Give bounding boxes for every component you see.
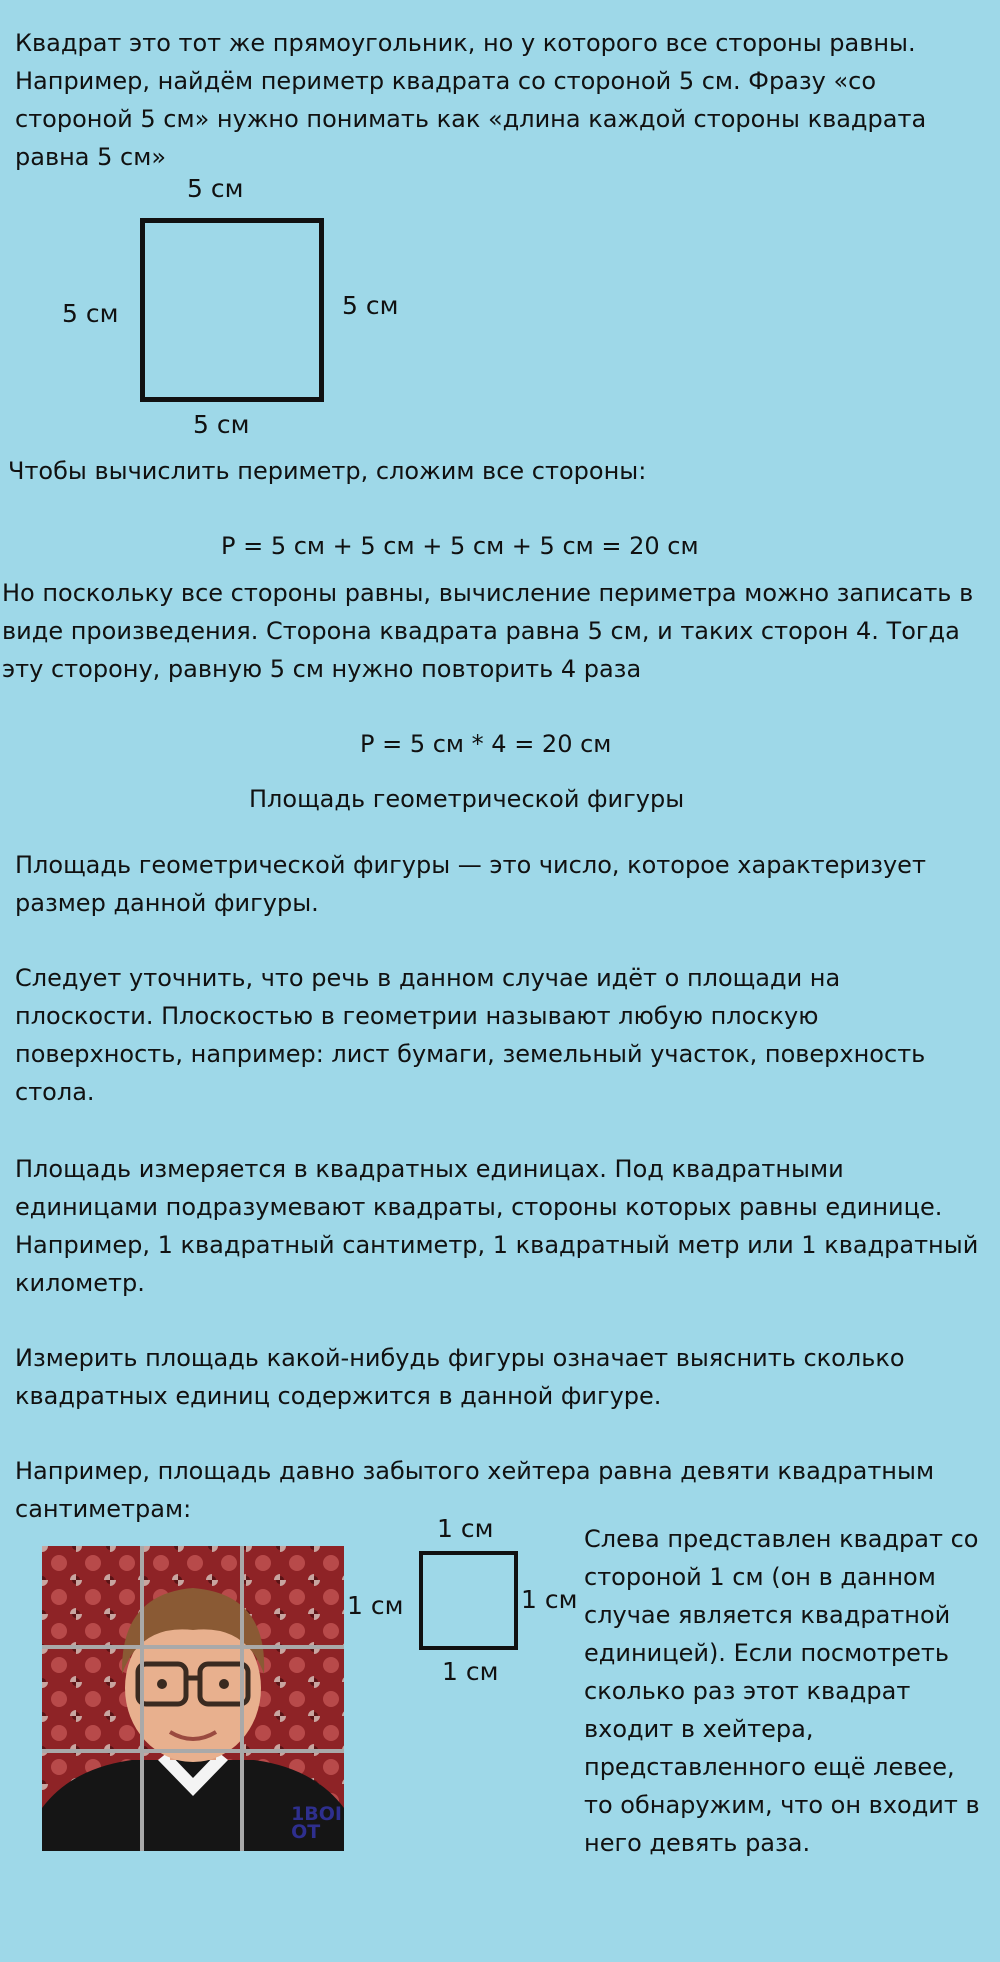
area-line: Измерить площадь какой-нибудь фигуры означает выяснить сколько — [15, 1344, 905, 1372]
area-heading: Площадь геометрической фигуры — [249, 785, 685, 813]
hater-photo — [42, 1546, 344, 1851]
area-line: Площадь измеряется в квадратных единицах. Под квадратными — [15, 1155, 844, 1183]
big-square-right-label: 5 см — [342, 291, 399, 320]
side-note-line: входит в хейтера, — [584, 1715, 814, 1743]
side-note-line: случае является квадратной — [584, 1601, 951, 1629]
grid-line — [42, 1645, 344, 1649]
grid-line — [240, 1546, 244, 1851]
intro-line: Квадрат это тот же прямоугольник, но у которого все стороны равны. — [15, 29, 916, 57]
unit-square-top-label: 1 см — [437, 1514, 494, 1543]
side-note-line: Слева представлен квадрат со — [584, 1525, 979, 1553]
perimeter-sum-intro: Чтобы вычислить периметр, сложим все стороны: — [8, 457, 647, 485]
area-line: единицами подразумевают квадраты, стороны которых равны единице. — [15, 1193, 943, 1221]
watermark-logo — [291, 1805, 342, 1841]
area-line: размер данной фигуры. — [15, 889, 319, 917]
big-square-left-label: 5 см — [62, 299, 119, 328]
side-note-line: представленного ещё левее, — [584, 1753, 955, 1781]
grid-line — [140, 1546, 144, 1851]
unit-square-right-label: 1 см — [521, 1585, 578, 1614]
big-square-top-label: 5 см — [187, 174, 244, 203]
area-line: Площадь геометрической фигуры — это число, которое характеризует — [15, 851, 926, 879]
side-note-line: стороной 1 см (он в данном — [584, 1563, 936, 1591]
perimeter-sum-formula: P = 5 см + 5 см + 5 см + 5 см = 20 см — [221, 532, 699, 560]
intro-line: стороной 5 см» нужно понимать как «длина каждой стороны квадрата — [15, 105, 927, 133]
side-note-line: то обнаружим, что он входит в — [584, 1791, 980, 1819]
watermark-line: OT — [291, 1821, 321, 1843]
area-line: сантиметрам: — [15, 1495, 192, 1523]
intro-line: равна 5 см» — [15, 143, 166, 171]
grid-line — [42, 1749, 344, 1753]
big-square — [140, 218, 324, 402]
area-line: плоскости. Плоскостью в геометрии называют любую плоскую — [15, 1002, 819, 1030]
unit-square — [419, 1551, 518, 1650]
side-note-line: него девять раза. — [584, 1829, 811, 1857]
watermark-line: 1BOI — [291, 1803, 342, 1825]
area-line: квадратных единиц содержится в данной фигуре. — [15, 1382, 662, 1410]
product-line: Но поскольку все стороны равны, вычисление периметра можно записать в — [2, 579, 974, 607]
area-line: поверхность, например: лист бумаги, земельный участок, поверхность — [15, 1040, 926, 1068]
side-note-line: единицей). Если посмотреть — [584, 1639, 949, 1667]
area-line: стола. — [15, 1078, 95, 1106]
area-line: Следует уточнить, что речь в данном случае идёт о площади на — [15, 964, 841, 992]
intro-line: Например, найдём периметр квадрата со стороной 5 см. Фразу «со — [15, 67, 877, 95]
perimeter-product-formula: P = 5 см * 4 = 20 см — [360, 730, 612, 758]
area-line: километр. — [15, 1269, 145, 1297]
product-line: виде произведения. Сторона квадрата равна 5 см, и таких сторон 4. Тогда — [2, 617, 960, 645]
big-square-bottom-label: 5 см — [193, 410, 250, 439]
area-line: Например, площадь давно забытого хейтера равна девяти квадратным — [15, 1457, 935, 1485]
side-note-line: сколько раз этот квадрат — [584, 1677, 911, 1705]
unit-square-bottom-label: 1 см — [442, 1657, 499, 1686]
unit-square-left-label: 1 см — [347, 1591, 404, 1620]
product-line: эту сторону, равную 5 см нужно повторить 4 раза — [2, 655, 642, 683]
area-line: Например, 1 квадратный сантиметр, 1 квадратный метр или 1 квадратный — [15, 1231, 979, 1259]
